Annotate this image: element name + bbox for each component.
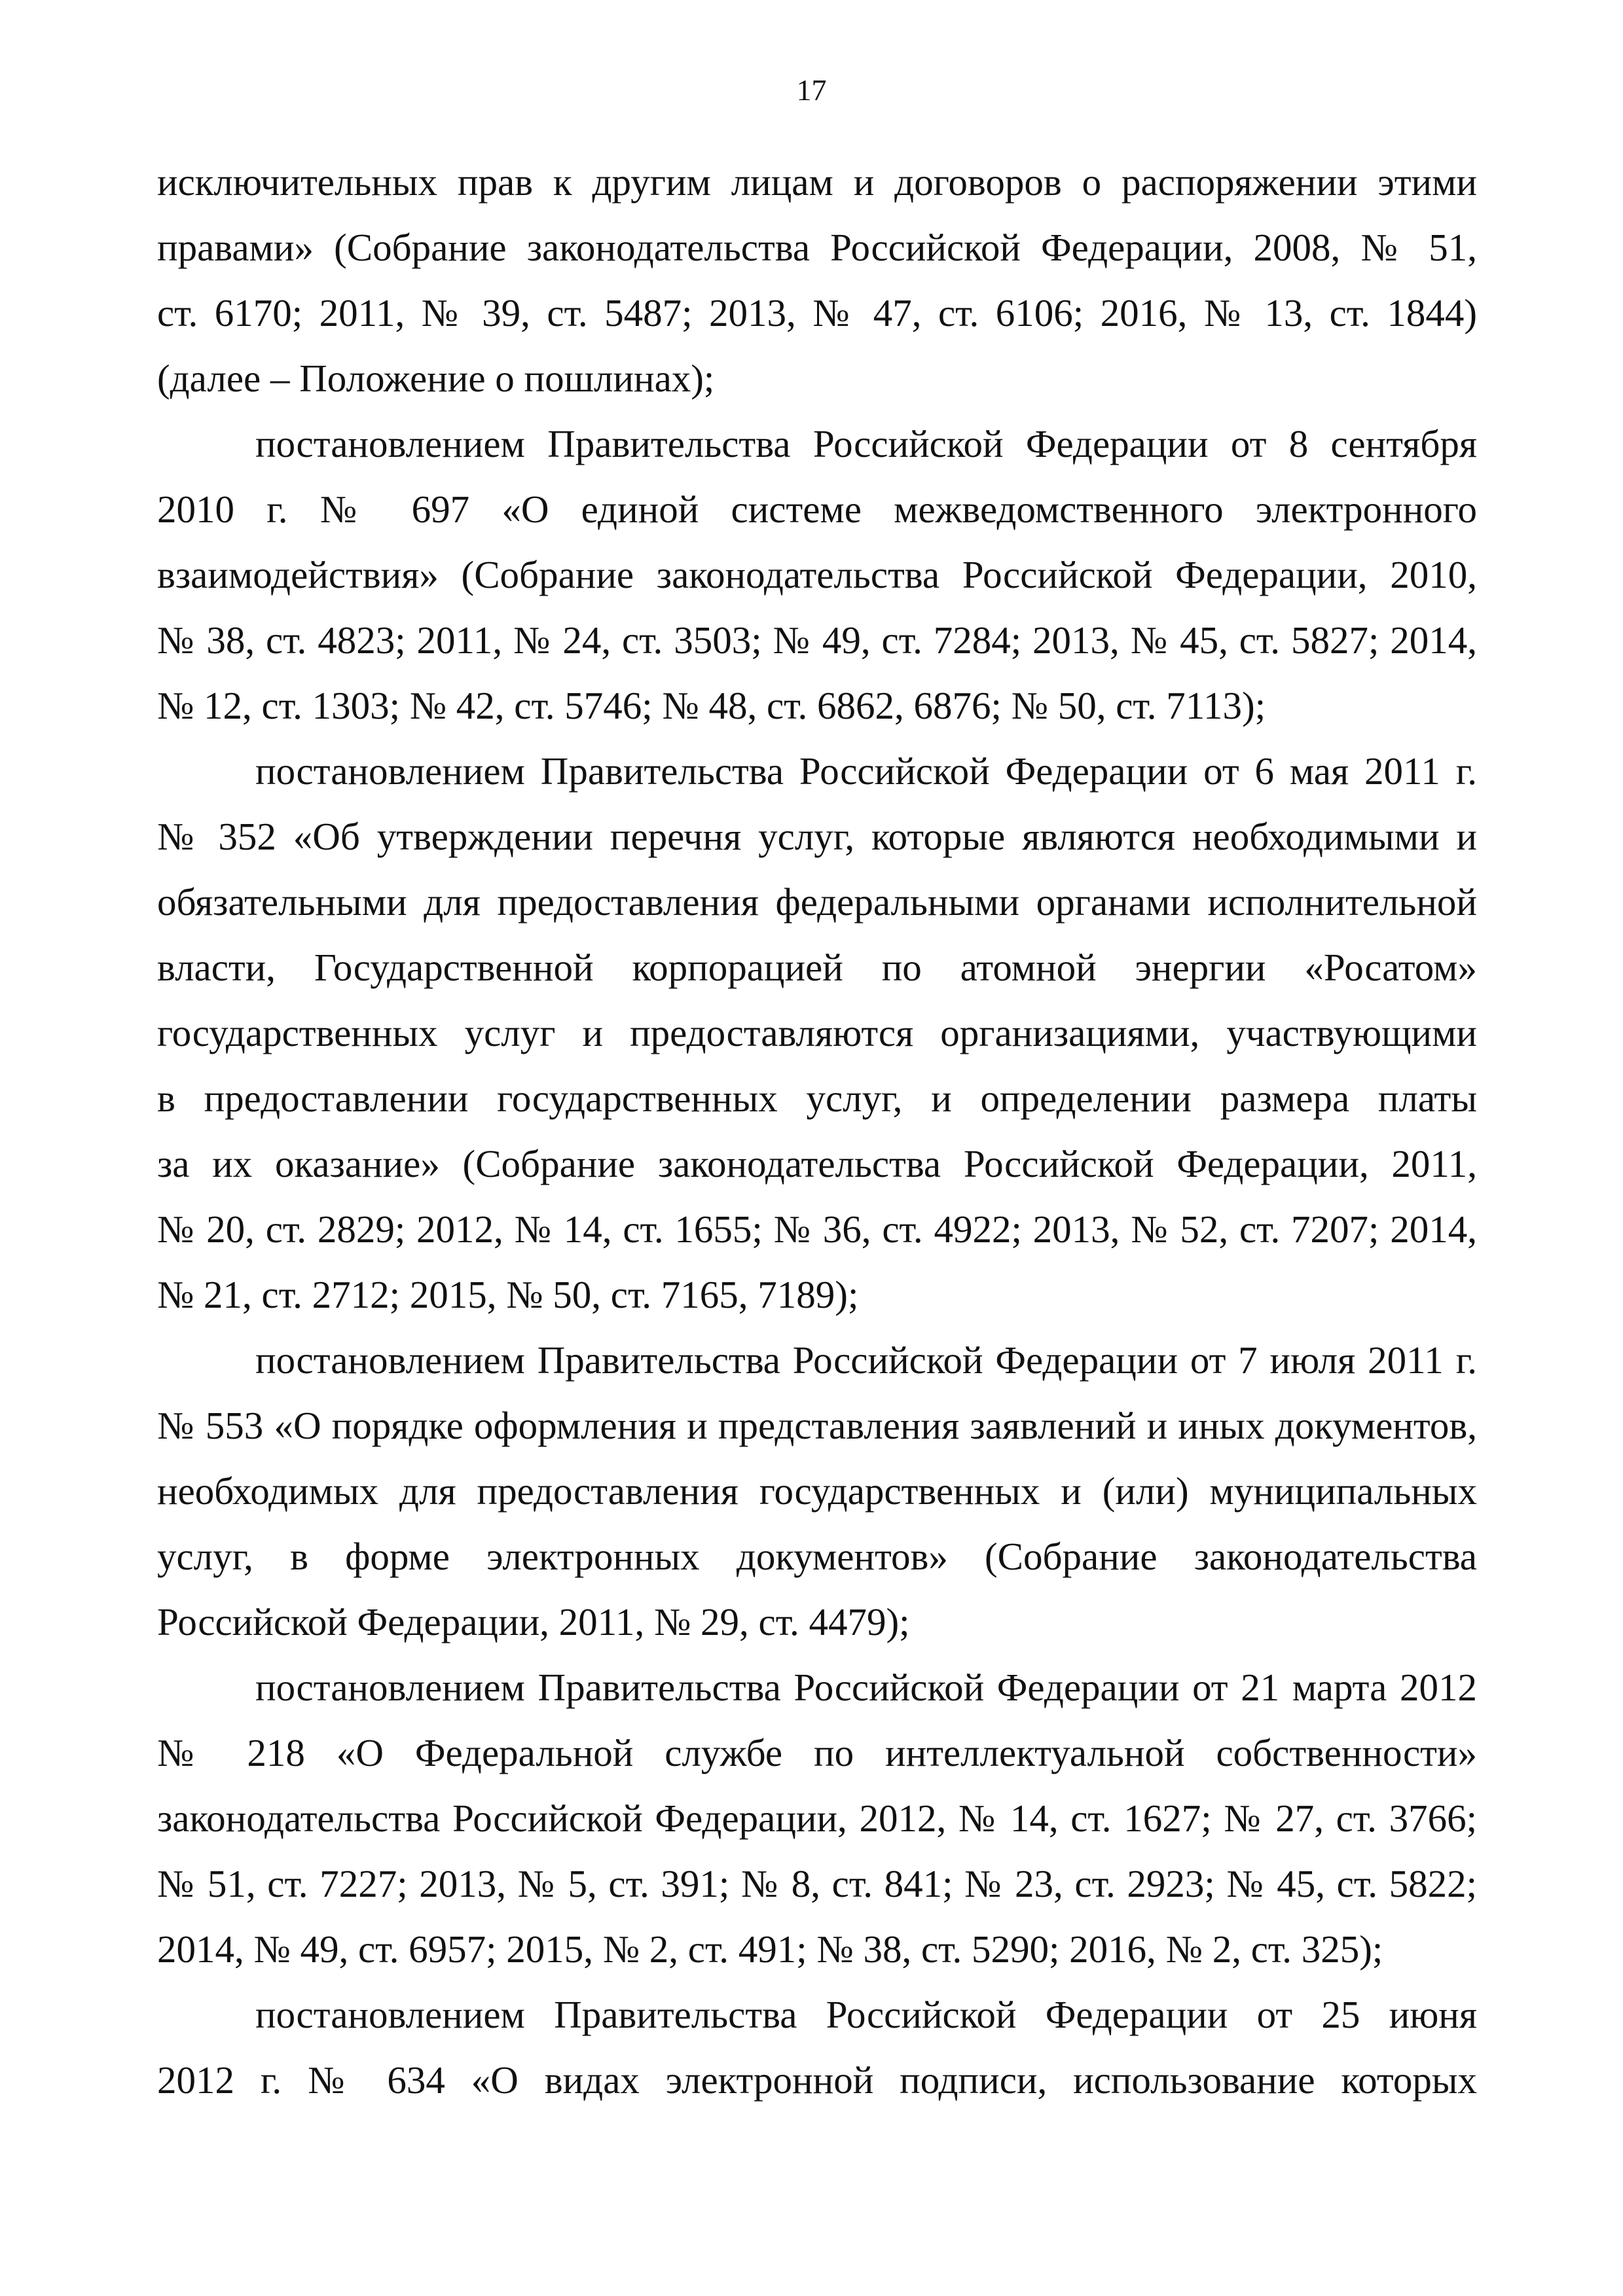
paragraph-2 xyxy=(157,411,1477,738)
text-line: 2014, № 49, ст. 6957; 2015, № 2, ст. 491; № 38, ст. 5290; 2016, № 2, ст. 325); xyxy=(157,1928,1383,1971)
text-line: постановлением Правительства Российской Федерации от 7 июля 2011 г. xyxy=(255,1338,1477,1382)
text-line: правами» (Собрание законодательства Российской Федерации, 2008, № 51, xyxy=(157,226,1477,269)
text-line: услуг, в форме электронных документов» (Собрание законодательства xyxy=(157,1535,1477,1578)
text-line: за их оказание» (Собрание законодательства Российской Федерации, 2011, xyxy=(157,1142,1477,1185)
text-line: № 352 «Об утверждении перечня услуг, которые являются необходимыми и xyxy=(157,815,1477,858)
text-line: законодательства Российской Федерации, 2012, № 14, ст. 1627; № 27, ст. 3766; xyxy=(157,1797,1477,1840)
text-line: взаимодействия» (Собрание законодательства Российской Федерации, 2010, xyxy=(157,553,1477,596)
text-line: (далее – Положение о пошлинах); xyxy=(157,357,715,400)
text-line: 2012 г. № 634 «О видах электронной подписи, использование которых xyxy=(157,2058,1477,2102)
text-line: обязательными для предоставления федеральными органами исполнительной xyxy=(157,880,1477,924)
text-line: постановлением Правительства Российской Федерации от 21 марта 2012 xyxy=(255,1666,1477,1709)
text-line: исключительных прав к другим лицам и договоров о распоряжении этими xyxy=(157,160,1477,204)
text-line: № 38, ст. 4823; 2011, № 24, ст. 3503; № 49, ст. 7284; 2013, № 45, ст. 5827; 2014, xyxy=(157,619,1477,662)
text-line: № 553 «О порядке оформления и представления заявлений и иных документов, xyxy=(157,1404,1477,1447)
text-line: 2010 г. № 697 «О единой системе межведомственного электронного xyxy=(157,488,1477,531)
text-line: № 51, ст. 7227; 2013, № 5, ст. 391; № 8, ст. 841; № 23, ст. 2923; № 45, ст. 5822; xyxy=(157,1862,1477,1905)
text-line: ст. 6170; 2011, № 39, ст. 5487; 2013, № 47, ст. 6106; 2016, № 13, ст. 1844) xyxy=(157,291,1477,334)
text-line: постановлением Правительства Российской Федерации от 25 июня xyxy=(255,1993,1477,2036)
text-line: Российской Федерации, 2011, № 29, ст. 4479); xyxy=(157,1600,910,1643)
text-line: постановлением Правительства Российской Федерации от 8 сентября xyxy=(255,422,1477,465)
text-line: постановлением Правительства Российской Федерации от 6 мая 2011 г. xyxy=(255,749,1477,793)
paragraph-1 xyxy=(157,149,1477,411)
text-line: № 21, ст. 2712; 2015, № 50, ст. 7165, 7189); xyxy=(157,1273,859,1316)
page-number: 17 xyxy=(796,73,827,107)
document-body xyxy=(157,149,1477,2113)
text-line: № 20, ст. 2829; 2012, № 14, ст. 1655; № 36, ст. 4922; 2013, № 52, ст. 7207; 2014, xyxy=(157,1208,1477,1251)
text-line: государственных услуг и предоставляются организациями, участвующими xyxy=(157,1011,1477,1054)
paragraph-3 xyxy=(157,738,1477,1327)
text-line: в предоставлении государственных услуг, и определении размера платы xyxy=(157,1077,1477,1120)
text-line: № 12, ст. 1303; № 42, ст. 5746; № 48, ст. 6862, 6876; № 50, ст. 7113); xyxy=(157,684,1266,727)
text-line: № 218 «О Федеральной службе по интеллектуальной собственности» xyxy=(157,1731,1477,1774)
text-line: власти, Государственной корпорацией по атомной энергии «Росатом» xyxy=(157,946,1477,989)
text-line: необходимых для предоставления государственных и (или) муниципальных xyxy=(157,1469,1477,1513)
paragraph-6 xyxy=(157,1982,1477,2113)
paragraph-4 xyxy=(157,1327,1477,1655)
paragraph-5 xyxy=(157,1655,1477,1982)
